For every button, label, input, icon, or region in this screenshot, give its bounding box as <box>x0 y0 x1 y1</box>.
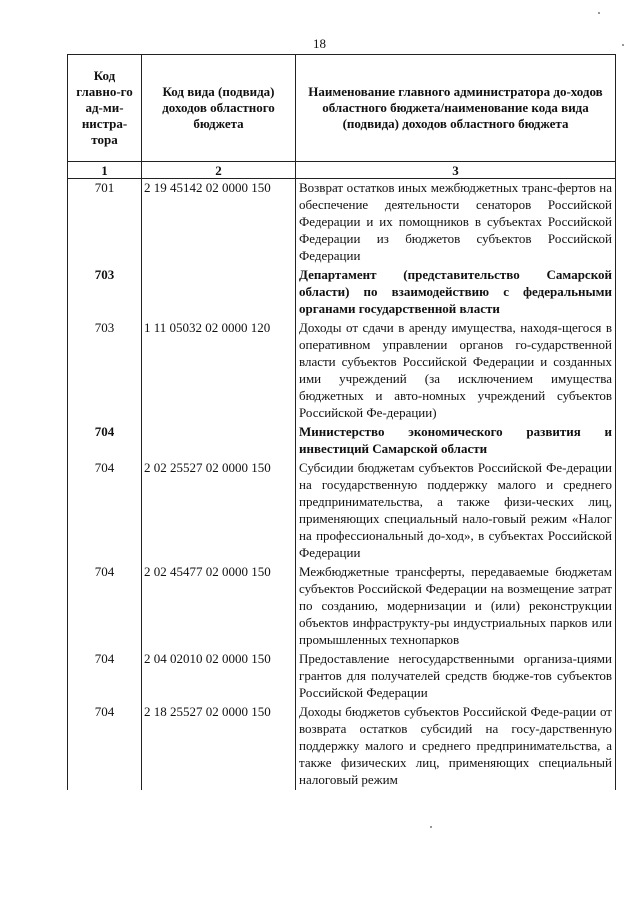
income-code-cell: 2 02 25527 02 0000 150 <box>142 459 296 563</box>
income-code-cell: 1 11 05032 02 0000 120 <box>142 319 296 423</box>
description-cell: Межбюджетные трансферты, передаваемые бюджетам субъектов Российской Федерации на возмещение затрат по созданию, модернизации и (или) реконструкции объектов инфраструкту-ры индустриальных парков или промышленных технопарков <box>296 563 616 650</box>
budget-revenue-table <box>67 54 616 790</box>
admin-code-cell: 704 <box>68 650 142 703</box>
column-number: 1 <box>68 162 142 179</box>
admin-code-cell: 704 <box>68 423 142 459</box>
income-code-cell: 2 04 02010 02 0000 150 <box>142 650 296 703</box>
income-code-cell <box>142 423 296 459</box>
description-cell: Доходы от сдачи в аренду имущества, находя-щегося в оперативном управлении органов го-сударственной власти субъектов Российской Федерации и созданных ими учреждений (за исключением имущества бюджетных и авто-номных учреждений субъектов Российской Фе-дерации) <box>296 319 616 423</box>
header-income-code: Код вида (подвида) доходов областного бюджета <box>142 55 296 162</box>
description-cell: Департамент (представительство Самарской области) по взаимодействию с федеральными органами государственной власти <box>296 266 616 319</box>
scan-speck <box>598 12 600 14</box>
page-number: 18 <box>313 36 326 51</box>
table-row <box>68 563 616 650</box>
income-code-cell: 2 19 45142 02 0000 150 <box>142 179 296 267</box>
table-row <box>68 459 616 563</box>
description-cell: Возврат остатков иных межбюджетных транс-фертов на обеспечение деятельности сенаторов Российской Федерации и их помощников в субъектах Российской Федерации из бюджетов субъектов Российской Федерации <box>296 179 616 267</box>
admin-code-cell: 701 <box>68 179 142 267</box>
scan-speck <box>430 826 432 828</box>
column-number: 3 <box>296 162 616 179</box>
header-admin-code: Код главно-го ад-ми-нистра-тора <box>68 55 142 162</box>
income-code-cell <box>142 266 296 319</box>
description-cell: Субсидии бюджетам субъектов Российской Фе-дерации на государственную поддержку малого и среднего предпринимательства, а также физи-ческих лиц, применяющих специальный нало-говый режим «Налог на профессиональный до-ход», в субъектах Российской Федерации <box>296 459 616 563</box>
admin-code-cell: 703 <box>68 266 142 319</box>
table-row <box>68 179 616 267</box>
admin-code-cell: 704 <box>68 703 142 790</box>
table-row <box>68 423 616 459</box>
column-number: 2 <box>142 162 296 179</box>
admin-code-cell: 703 <box>68 319 142 423</box>
header-description: Наименование главного администратора до-ходов областного бюджета/наименование кода вида (подвида) доходов областного бюджета <box>296 55 616 162</box>
table-row <box>68 266 616 319</box>
table-row <box>68 319 616 423</box>
income-code-cell: 2 18 25527 02 0000 150 <box>142 703 296 790</box>
description-cell: Министерство экономического развития и инвестиций Самарской области <box>296 423 616 459</box>
description-cell: Доходы бюджетов субъектов Российской Феде-рации от возврата остатков субсидий на госу-дарственную поддержку малого и среднего предпринимательства, а также физических лиц, применяющих специальный налоговый режим <box>296 703 616 790</box>
income-code-cell: 2 02 45477 02 0000 150 <box>142 563 296 650</box>
table-row <box>68 703 616 790</box>
admin-code-cell: 704 <box>68 563 142 650</box>
table-row <box>68 650 616 703</box>
admin-code-cell: 704 <box>68 459 142 563</box>
scan-speck <box>622 44 624 46</box>
description-cell: Предоставление негосударственными организа-циями грантов для получателей средств бюдже-тов субъектов Российской Федерации <box>296 650 616 703</box>
column-number-row <box>68 162 616 179</box>
table-header-row <box>68 55 616 162</box>
